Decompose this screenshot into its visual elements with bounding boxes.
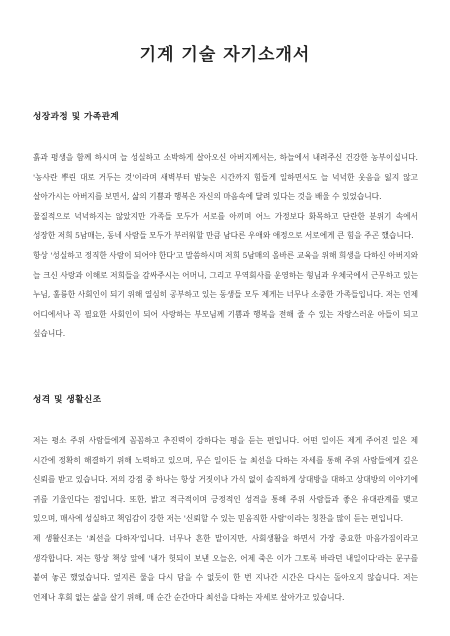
paragraph: 제 생활신조는 '최선을 다하자'입니다. 너무나 흔한 말이지만, 사회생활을 하면서 가장 중요한 마음가짐이라고 생각합니다. 저는 항상 책상 앞에 '내가 헛되이 보낸 오늘은, 어제 죽은 이가 그토록 바라던 내일이다'라는 문구를 붙여 놓곤 했었습니다. 엎지른 물을 다시 담을 수 없듯이 한 번 지나간 시간은 다시는 돌아오지 않습니다. 저는 언제나 후회 없는 삶을 살기 위해, 매 순간 순간마다 최선을 다하는 자세로 살아가고 있습니다.: [33, 533, 418, 602]
section-heading-growth-family: 성장과정 및 가족관계: [33, 112, 120, 122]
section-heading-personality-motto: 성격 및 생활신조: [33, 395, 102, 405]
paragraph: 항상 '성실하고 정직한 사람이 되어야 한다'고 말씀하시며 저희 5남매의 올바른 교육을 위해 희생을 다하신 아버지와 늘 크신 사랑과 이해로 저희들을 감싸주시는 어머니, 그리고 무역회사를 운영하는 형님과 우체국에서 근무하고 있는 누님, 훌륭한 사회인이 되기 위해 열심히 공부하고 있는 동생들 모두 제게는 너무나 소중한 가족들입니다. 저는 언제 어디에서나 꼭 필요한 사회인이 되어 사랑하는 부모님께 기쁨과 행복을 전해 줄 수 있는 자랑스러운 아들이 되고 싶습니다.: [33, 250, 418, 339]
paragraph: 흙과 평생을 함께 하시며 늘 성실하고 소박하게 살아오신 아버지께서는, 하늘에서 내려주신 건강한 농부이십니다. '농사란 뿌린 대로 거두는 것'이라며 새벽부터 밤늦은 시간까지 힘들게 일하면서도 늘 넉넉한 웃음을 잃지 않고 살아가시는 아버지를 보면서, 삶의 기쁨과 행복은 자신의 마음속에 달려 있다는 것을 배울 수 있었습니다.: [33, 153, 418, 202]
document-title: 기계 기술 자기소개서: [139, 45, 311, 65]
section-body-growth-family: [33, 148, 418, 344]
paragraph: 물질적으로 넉넉하지는 않았지만 가족들 모두가 서로를 아끼며 어느 가정보다 화목하고 단란한 분위기 속에서 성장한 저희 5남매는, 동네 사람들 모두가 부러워할 만큼 남다른 우애와 애정으로 서로에게 큰 힘을 주곤 했습니다.: [33, 211, 418, 241]
section-body-personality-motto: [33, 431, 418, 607]
paragraph: 저는 평소 주위 사람들에게 꼼꼼하고 추진력이 강하다는 평을 듣는 편입니다. 어떤 일이든 제게 주어진 일은 제 시간에 정확히 해결하기 위해 노력하고 있으며, 무슨 일이든 늘 최선을 다하는 자세를 통해 주위 사람들에게 깊은 신뢰를 받고 있습니다. 저의 강점 중 하나는 항상 거짓이나 가식 없이 솔직하게 상대방을 대하고 상대방의 이야기에 귀를 기울인다는 점입니다. 또한, 밝고 적극적이며 긍정적인 성격을 통해 주위 사람들과 좋은 유대관계를 맺고 있으며, 매사에 성실하고 책임감이 강한 저는 '신뢰할 수 있는 믿음직한 사람'이라는 칭찬을 많이 듣는 편입니다.: [33, 436, 418, 524]
